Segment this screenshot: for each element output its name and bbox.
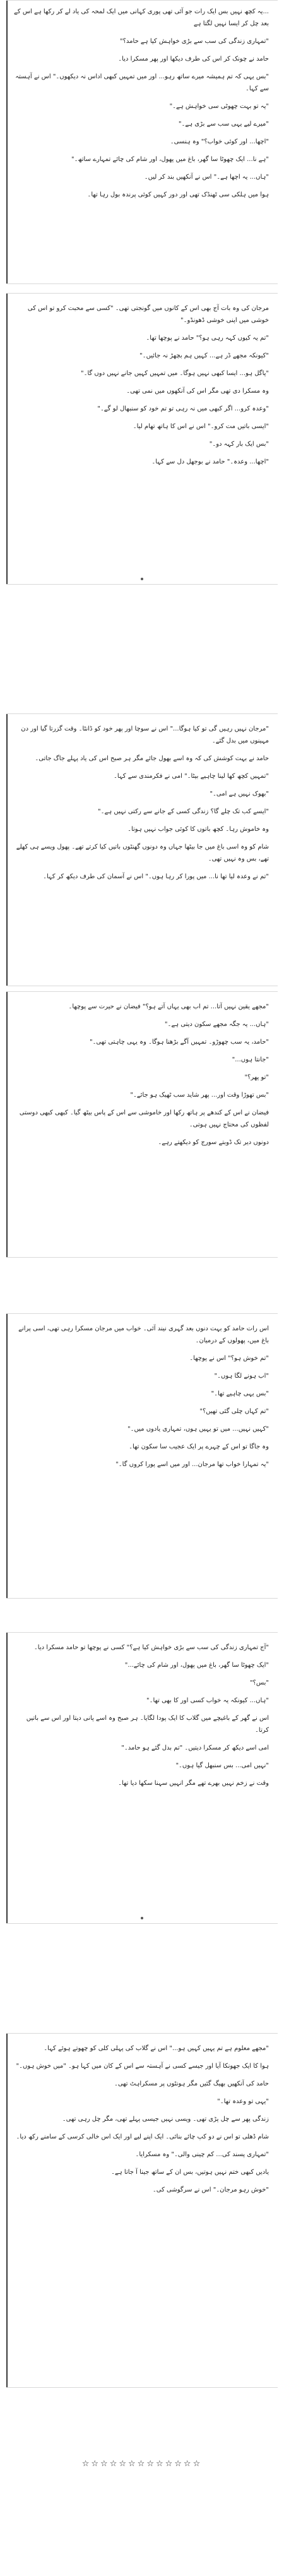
paragraph: وقت نے زخم نہیں بھرے تھے مگر انہیں سہنا سکھا دیا تھا۔: [118, 1780, 269, 1787]
paragraph: "جانتا ہوں...": [232, 1056, 269, 1063]
paragraph: "بس؟": [249, 1679, 269, 1686]
paragraph: "ایسی باتیں مت کرو۔" اس نے اس کا ہاتھ تھام لیا۔: [133, 423, 269, 430]
end-stars: ☆☆☆☆☆☆☆☆☆☆☆☆☆: [81, 2459, 203, 2469]
paragraph: "تم کہاں چلی گئی تھیں؟": [199, 1408, 269, 1415]
paragraph: "تمہیں کچھ کھا لینا چاہیے بیٹا۔" امی نے فکرمندی سے کہا۔: [114, 773, 269, 780]
page-body: [6, 992, 278, 1148]
paragraph: "بس ایک بار کہہ دو۔": [209, 441, 269, 448]
paragraph: "کہیں نہیں... میں تو یہیں ہوں، تمہاری یادوں میں۔": [127, 1426, 269, 1433]
page-edge: [6, 714, 8, 986]
paragraph: فیضان نے اس کے کندھے پر ہاتھ رکھا اور خاموشی سے اس کے پاس بیٹھ گیا۔ کبھی کبھی دوستی لفظوں کی محتاج نہیں ہوتی۔: [19, 1109, 269, 1128]
page-body: [6, 1, 278, 201]
paragraph: "یہ تمہارا خواب تھا مرجان... اور میں اسے پورا کروں گا۔": [115, 1461, 269, 1468]
page-3: [6, 713, 278, 986]
page-body: [6, 294, 278, 468]
page-edge: [6, 1314, 8, 1598]
paragraph: مرجان کی وہ بات آج بھی اس کے کانوں میں گونجتی تھی۔ "کسی سے محبت کرو تو اس کی خوشی میں اپنی خوشی ڈھونڈو۔": [27, 305, 269, 324]
paragraph: "ہاں... یہ جگہ مجھے سکون دیتی ہے۔": [164, 1021, 269, 1028]
paragraph: حامد کی آنکھیں بھیگ گئیں مگر ہونٹوں پر مسکراہٹ تھی۔: [114, 2080, 269, 2087]
page-7: [6, 2033, 278, 2388]
paragraph: "مرجان نہیں رہیں گی تو کیا ہوگا..." اس نے سوچا اور پھر خود کو ڈانٹا۔ وقت گزرتا گیا اور دن مہینوں میں بدل گئے۔: [21, 725, 269, 744]
paragraph: "اب ہونے لگا ہوں۔": [214, 1373, 269, 1380]
paragraph: "یہ تو بہت چھوٹی سی خواہش ہے۔": [169, 103, 269, 110]
paragraph: "تمہاری پسند کی... کم چینی والی۔" وہ مسکرایا۔: [135, 2151, 269, 2158]
page-body: [6, 2034, 278, 2196]
paragraph: اس رات حامد کو بہت دنوں بعد گہری نیند آئی۔ خواب میں مرجان مسکرا رہی تھی، اسی پرانے باغ میں، پھولوں کے درمیان۔: [18, 1325, 269, 1344]
page-body: [6, 1314, 278, 1470]
paragraph: ہوا کا ایک جھونکا آیا اور جیسے کسی نے آہستہ سے اس کے کان میں کہا ہو۔ "میں خوش ہوں۔": [16, 2063, 269, 2070]
paragraph: "ہاں... کیونکہ یہ خواب کسی اور کا بھی تھا۔": [146, 1697, 269, 1704]
paragraph: "تم نے وعدہ لیا تھا نا... میں پورا کر رہا ہوں۔" اس نے آسمان کی طرف دیکھ کر کہا۔: [43, 873, 269, 880]
page-1: [6, 0, 278, 284]
paragraph: حامد نے چونک کر اس کی طرف دیکھا اور پھر مسکرا دیا۔: [118, 56, 269, 63]
page-6: [6, 1632, 278, 1924]
paragraph: "میرے لیے یہی سب سے بڑی ہے۔": [178, 121, 269, 128]
paragraph: "بھوک نہیں ہے امی۔": [210, 790, 269, 797]
paragraph: شام کو وہ اسی باغ میں جا بیٹھا جہاں وہ دونوں گھنٹوں باتیں کیا کرتے تھے۔ پھول ویسے ہی کھلے تھے، بس وہ نہیں تھی۔: [16, 844, 269, 862]
page-dot: [141, 1917, 143, 1919]
paragraph: "بس تھوڑا وقت اور... پھر شاید سب ٹھیک ہو جائے۔": [130, 1092, 269, 1099]
paragraph: امی اسے دیکھ کر مسکرا دیتیں۔ "تم بدل گئے ہو حامد۔": [121, 1744, 269, 1751]
paragraph: "مجھے معلوم ہے تم یہیں کہیں ہو..." اس نے گلاب کی پہلی کلی کو چھوتے ہوئے کہا۔: [44, 2045, 269, 2052]
paragraph: ...یہ کچھ نہیں بس ایک رات جو آئی تھی پوری کہانی میں ایک لمحہ کی یاد لے کر رکھا ہے اس کے بعد چل کر ایسا نہیں لگتا ہے: [14, 8, 269, 27]
paragraph: "نہیں امی... بس سنبھل گیا ہوں۔": [175, 1762, 269, 1769]
paragraph: "ہے نا... ایک چھوٹا سا گھر، باغ میں پھول، اور شام کی چائے تمہارے ساتھ۔": [71, 156, 269, 163]
page-edge: [6, 1633, 8, 1923]
page-body: [6, 1633, 278, 1789]
paragraph: شام ڈھلی تو اس نے دو کپ چائے بنائی۔ ایک اپنے لیے اور ایک اس خالی کرسی کے سامنے رکھ دیا۔: [16, 2133, 269, 2140]
page-4: [6, 991, 278, 1258]
paragraph: "آج تمہاری زندگی کی سب سے بڑی خواہش کیا ہے؟" کسی نے پوچھا تو حامد مسکرا دیا۔: [33, 1644, 269, 1651]
paragraph: "بس یہی چاہیے تھا۔": [211, 1390, 269, 1397]
page-dot: [141, 578, 143, 580]
paragraph: حامد نے بہت کوشش کی کہ وہ اسے بھول جائے مگر ہر صبح اس کی یاد پہلے جاگ جاتی۔: [35, 755, 269, 762]
page-5: [6, 1313, 278, 1599]
paragraph: "اچھا... وعدہ۔" حامد نے بوجھل دل سے کہا۔: [151, 458, 269, 465]
paragraph: یادیں کبھی ختم نہیں ہوتیں، بس ان کے ساتھ جینا آ جاتا ہے۔: [111, 2169, 269, 2176]
paragraph: "تم یہ کیوں کہہ رہی ہو؟" حامد نے پوچھا تھا۔: [146, 335, 269, 342]
paragraph: "تو پھر؟": [244, 1074, 269, 1081]
paragraph: "مجھے یقین نہیں آتا... تم اب بھی یہاں آتے ہو؟" فیضان نے حیرت سے پوچھا۔: [68, 1003, 269, 1010]
paragraph: "پاگل ہو... ایسا کبھی نہیں ہوگا۔ میں تمہیں کہیں جانے نہیں دوں گا۔": [80, 370, 269, 377]
paragraph: وہ خاموش رہا۔ کچھ باتوں کا کوئی جواب نہیں ہوتا۔: [127, 826, 269, 833]
paragraph: اس نے گھر کے باغیچے میں گلاب کا ایک پودا لگایا۔ ہر صبح وہ اسے پانی دیتا اور اس سے باتیں کرتا۔: [26, 1715, 269, 1734]
paragraph: "خوش رہو مرجان۔" اس نے سرگوشی کی۔: [152, 2186, 269, 2193]
paragraph: "یہی تو وعدہ تھا۔": [217, 2098, 269, 2105]
paragraph: وہ جاگا تو اس کے چہرے پر ایک عجیب سا سکون تھا۔: [129, 1443, 269, 1450]
paragraph: "کیونکہ مجھے ڈر ہے... کہیں ہم بچھڑ نہ جائیں۔": [139, 352, 269, 359]
page-body: [6, 714, 278, 883]
paragraph: دونوں دیر تک ڈوبتے سورج کو دیکھتے رہے۔: [158, 1139, 269, 1146]
paragraph: "ایک چھوٹا سا گھر، باغ میں پھول، اور شام کی چائے...": [124, 1662, 269, 1669]
page-edge: [6, 1, 8, 283]
paragraph: ہوا میں ہلکی سی ٹھنڈک تھی اور دور کہیں کوئی پرندہ بول رہا تھا۔: [87, 191, 269, 198]
page-edge: [6, 992, 8, 1257]
paragraph: "تمہاری زندگی کی سب سے بڑی خواہش کیا ہے حامد؟": [120, 38, 269, 45]
page-edge: [6, 294, 8, 584]
paragraph: وہ مسکرا دی تھی مگر اس کی آنکھوں میں نمی تھی۔: [126, 388, 269, 395]
paragraph: "بس یہی کہ تم ہمیشہ میرے ساتھ رہو... اور میں تمہیں کبھی اداس نہ دیکھوں۔" اس نے آہستہ سے کہا۔: [15, 73, 269, 92]
paragraph: زندگی پھر سے چل پڑی تھی۔ ویسی نہیں جیسی پہلے تھی، مگر چل رہی تھی۔: [62, 2116, 269, 2123]
page-edge: [6, 2034, 8, 2387]
paragraph: "حامد، یہ سب چھوڑو۔ تمہیں آگے بڑھنا ہوگا۔ وہ یہی چاہتی تھی۔": [89, 1039, 269, 1046]
paragraph: "تم خوش ہو؟" اس نے پوچھا۔: [189, 1355, 269, 1362]
paragraph: "اچھا... اور کوئی خواب؟" وہ ہنسی۔: [170, 138, 269, 145]
paragraph: "ہاں... یہ اچھا ہے۔" اس نے آنکھیں بند کر لیں۔: [144, 174, 269, 181]
paragraph: "وعدہ کرو... اگر کبھی میں نہ رہی تو تم خود کو سنبھال لو گے۔": [97, 405, 269, 412]
page-2: [6, 293, 278, 585]
paragraph: "ایسے کب تک چلے گا؟ زندگی کسی کے جانے سے رکتی نہیں ہے۔": [98, 808, 269, 815]
